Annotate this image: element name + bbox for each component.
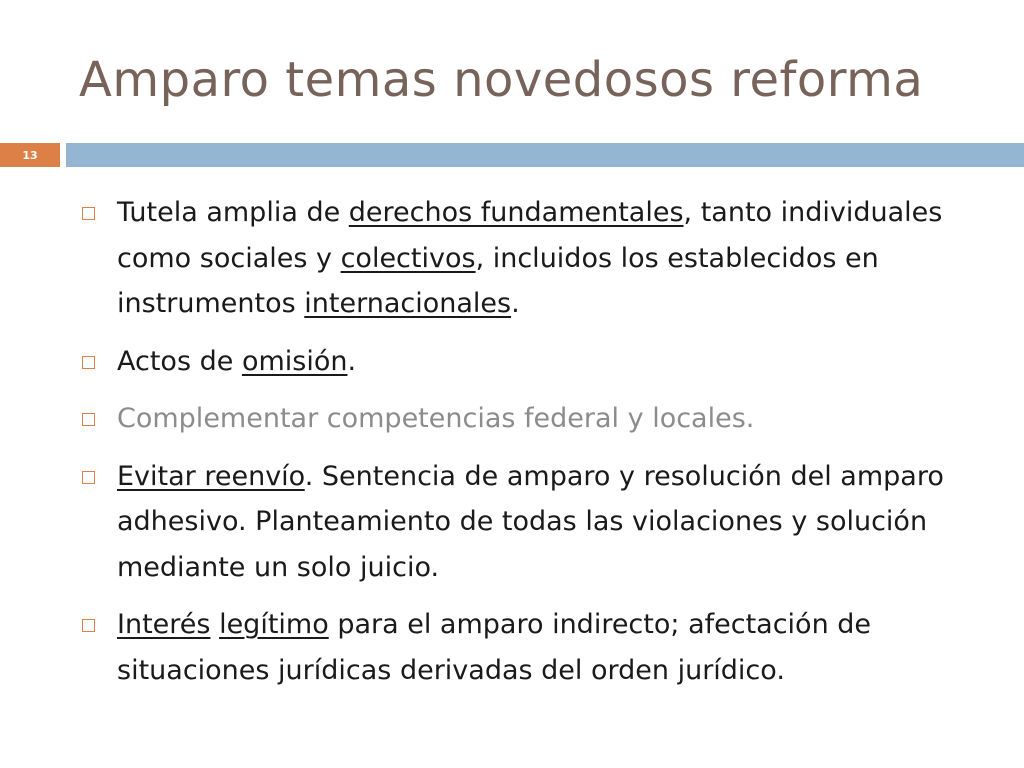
bullet-text	[117, 346, 356, 377]
bullet-text	[117, 609, 871, 686]
text-segment: .	[347, 345, 357, 377]
underlined-term: legítimo	[219, 609, 329, 640]
bullet-item	[80, 602, 980, 693]
text-segment: Complementar competencias federal y locales.	[117, 403, 755, 434]
slide-title: Amparo temas novedosos reforma	[79, 52, 924, 108]
bullet-text	[117, 197, 942, 319]
text-segment: . Sentencia de amparo y resolución del amparo adhesivo. Planteamiento de todas las violaciones y solución mediante un solo juicio.	[117, 460, 944, 583]
text-segment: Actos de	[117, 345, 242, 377]
text-segment: Tutela amplia de	[117, 197, 349, 228]
text-segment: .	[511, 288, 520, 319]
underlined-term: Interés	[117, 609, 211, 640]
bullet-list	[80, 190, 980, 705]
square-bullet-icon	[82, 413, 95, 426]
bullet-item	[80, 339, 980, 385]
square-bullet-icon	[82, 471, 95, 484]
underlined-term: colectivos	[340, 242, 476, 274]
underlined-term: Evitar reenvío	[117, 460, 305, 492]
underlined-term: internacionales	[304, 288, 512, 319]
square-bullet-icon	[82, 356, 95, 369]
bullet-text	[117, 403, 754, 434]
title-divider-bar	[66, 143, 1024, 167]
bullet-item	[80, 454, 980, 591]
square-bullet-icon	[82, 619, 95, 632]
bullet-item	[80, 396, 980, 442]
square-bullet-icon	[82, 207, 95, 220]
underlined-term: derechos fundamentales	[348, 197, 684, 228]
text-segment: , incluidos los establecidos en instrumentos	[117, 242, 879, 319]
bullet-text	[117, 461, 944, 583]
text-segment: para el amparo indirecto; afectación de situaciones jurídicas derivadas del orden jurídico.	[117, 609, 872, 686]
page-number: 13	[0, 143, 60, 167]
underlined-term: omisión	[241, 345, 348, 377]
text-segment	[210, 609, 219, 640]
text-segment: , tanto individuales como sociales y	[117, 197, 943, 274]
bullet-item	[80, 190, 980, 327]
